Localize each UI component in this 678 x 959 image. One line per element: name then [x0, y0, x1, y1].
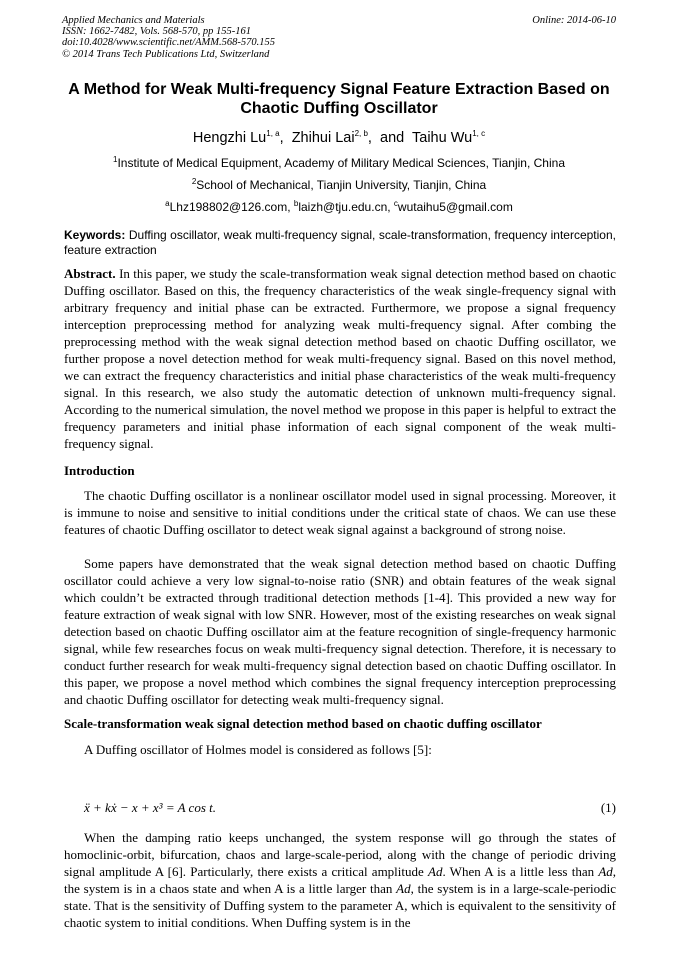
- author-conjunction: and: [380, 130, 405, 146]
- section-paragraph-1: A Duffing oscillator of Holmes model is considered as follows [5]:: [84, 742, 432, 757]
- journal-header: [62, 15, 275, 60]
- critical-amplitude: Ad: [428, 864, 443, 879]
- intro-heading: Introduction: [64, 463, 135, 478]
- online-date: Online: 2014-06-10: [532, 15, 616, 26]
- intro-paragraph-2: Some papers have demonstrated that the weak signal detection method based on chaotic Duffing oscillator could achieve a very low signal-to-noise ratio (SNR) and obtain features of the weak signal which couldn’t be extracted through traditional detection methods [1-4]. This provided a new way for feature extraction of weak signal with low SNR. However, most of the existing researches on weak signal detection based on chaotic Duffing oscillator aim at the feature recognition of single-frequency harmonic signal, while few researches focus on weak multi-frequency signal detection. Therefore, it is necessary to conduct further research for weak multi-frequency signal detection based on chaotic Duffing oscillator. In this paper, we propose a novel method which combines the signal frequency interception preprocessing and chaotic Duffing oscillator for detecting weak multi-frequency signal.: [64, 556, 616, 707]
- intro-paragraph-1: The chaotic Duffing oscillator is a nonlinear oscillator model used in signal processing. Moreover, it is immune to noise and sensitive to initial conditions under the critical state of chaos. We can use these features of chaotic Duffing oscillator to detect weak signal against a background of strong noise.: [64, 488, 616, 537]
- author-sup: 1, c: [472, 129, 486, 139]
- email-link[interactable]: laizh@tju.edu.cn,: [298, 200, 391, 214]
- author-name: Taihu Wu: [412, 130, 473, 146]
- email-link[interactable]: wutaihu5@gmail.com: [397, 200, 513, 214]
- equation-number: (1): [600, 800, 616, 815]
- journal-name: Applied Mechanics and Materials: [62, 15, 205, 26]
- critical-amplitude: Ad: [598, 864, 613, 879]
- affiliation-1: $^1$Institute of Medical Equipment, Academy of Military Medical Sciences, Tianjin, China: [113, 155, 565, 170]
- abstract-text: In this paper, we study the scale-transformation weak signal detection method based on chaotic Duffing oscillator. Based on this, the frequency characteristics of the weak single-frequency signal with arbitrary frequency and initial phase can be extracted. Furthermore, we propose a signal frequency interception preprocessing method for analyzing weak multi-frequency signal. After combing the preprocessing method with the weak signal detection method based on chaotic Duffing oscillator, we further propose a novel detection method for weak multi-frequency signal. Based on this novel method, we can extract the frequency characteristics and initial phase characteristics of the weak multi-frequency signal. In this research, we also study the automatic detection of unknown multi-frequency signal. According to the numerical simulation, the novel method we propose in this paper is helpful to extract the frequency parameters and initial phase information of each signal component of the weak multi-frequency signal.: [64, 266, 616, 451]
- author-sup: 2, b: [354, 129, 368, 139]
- author-name: Zhihui Lai: [291, 130, 355, 146]
- abstract-label: Abstract.: [64, 266, 116, 281]
- author-name: Hengzhi Lu: [192, 130, 267, 146]
- keywords-label: Keywords:: [64, 228, 126, 242]
- author-list: Hengzhi Lu$^{1, a}$, Zhihui Lai$^{2, b}$, and Taihu Wu$^{1, c}$: [192, 129, 486, 146]
- keywords-text: Duffing oscillator, weak multi-frequency signal, scale-transformation, frequency interception, feature extraction: [64, 228, 616, 257]
- keywords: [64, 228, 616, 258]
- paper-title: A Method for Weak Multi-frequency Signal Feature Extraction Based on Chaotic Duffing Oscillator: [68, 81, 610, 117]
- author-emails: $^a$Lhz198802@126.com, $^b$laizh@tju.edu.cn, $^c$wutaihu5@gmail.com: [165, 199, 513, 214]
- critical-amplitude: Ad: [396, 881, 411, 896]
- affiliation-2: $^2$School of Mechanical, Tianjin University, Tianjin, China: [191, 177, 487, 192]
- doi: doi:10.4028/www.scientific.net/AMM.568-570.155: [62, 37, 275, 49]
- section-paragraph-2: When the damping ratio keeps unchanged, the system response will go through the states of homoclinic-orbit, bifurcation, chaos and large-scale-period, along with the change of periodic driving signal amplitude A [6]. Particularly, there exists a critical amplitude Ad. When A is a little less than Ad, the system is in a chaos state and when A is a little larger than Ad, the system is in a large-scale-periodic state. That is the sensitivity of Duffing system to the parameter A, which is equivalent to the sensitivity of chaotic system to initial conditions. When Duffing system is in the: [64, 830, 617, 930]
- author-sup: 1, a: [266, 129, 280, 139]
- equation-text: ẍ + kẋ − x + x³ = A cos t.: [84, 800, 216, 815]
- abstract: [64, 265, 616, 452]
- email-link[interactable]: Lhz198802@126.com,: [169, 200, 291, 214]
- equation-1: [84, 800, 616, 816]
- section-heading: Scale-transformation weak signal detection method based on chaotic duffing oscillator: [64, 716, 542, 731]
- issn: ISSN: 1662-7482, Vols. 568-570, pp 155-161: [62, 26, 251, 38]
- copyright: © 2014 Trans Tech Publications Ltd, Switzerland: [62, 48, 270, 60]
